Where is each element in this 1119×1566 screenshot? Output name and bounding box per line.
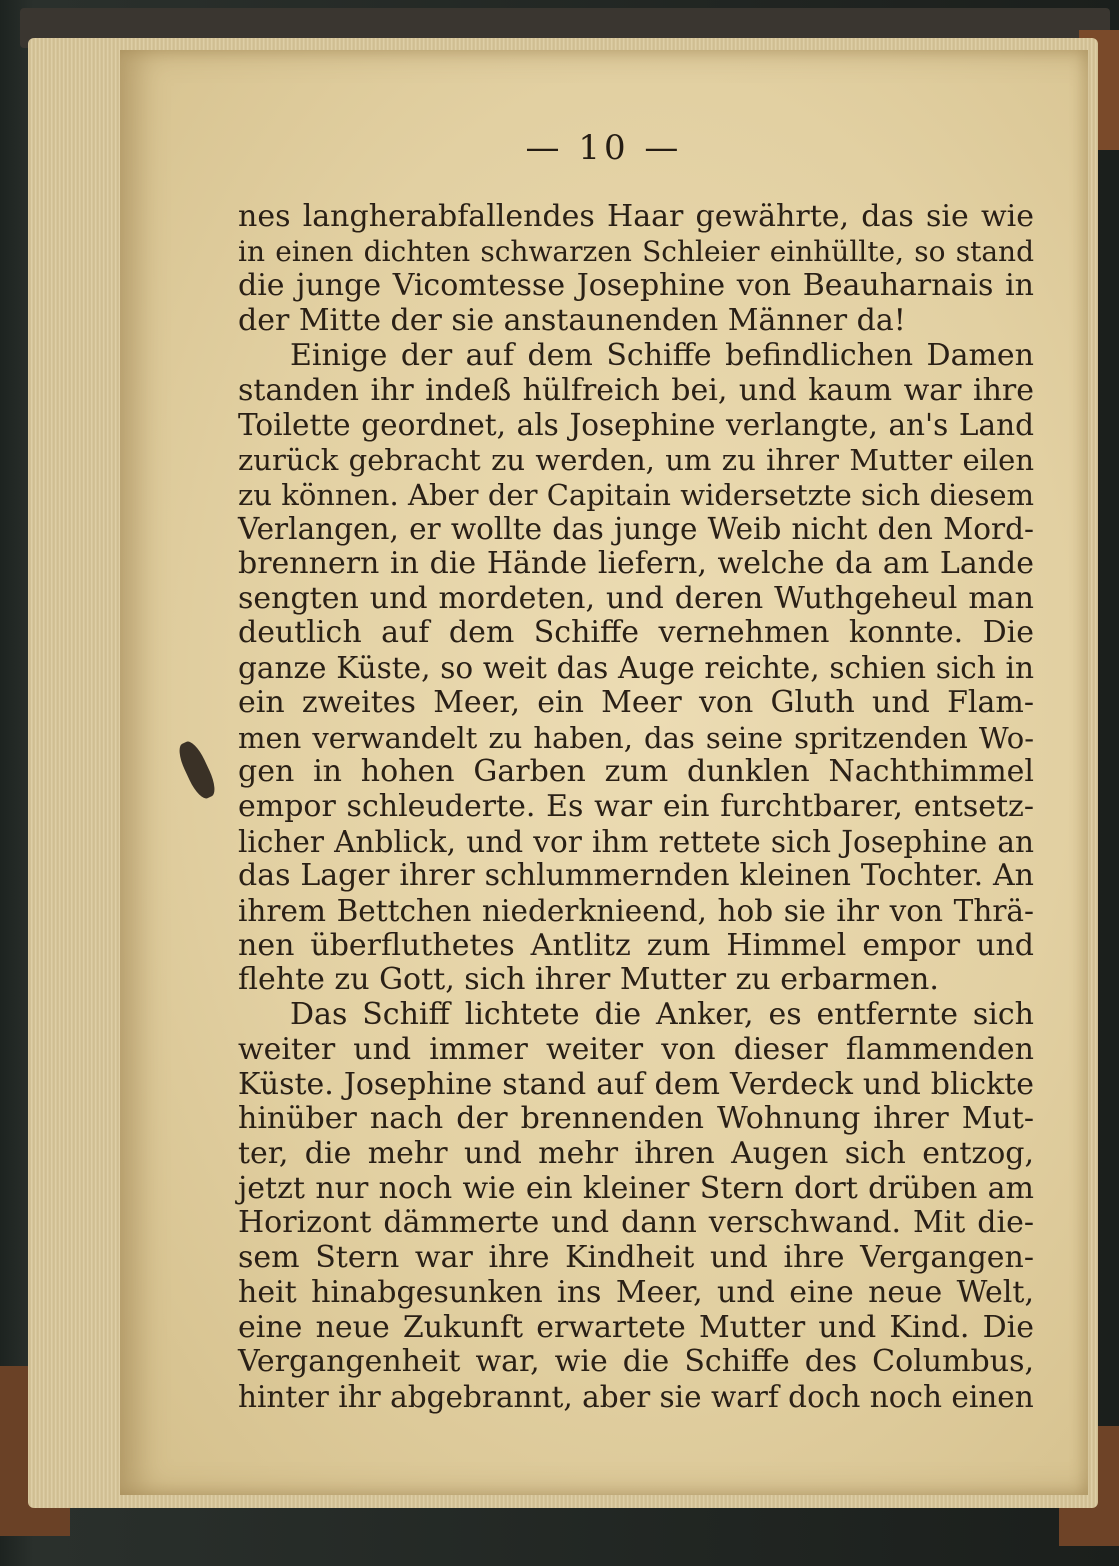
text-line: zu können. Aber der Capitain widersetzte sich diesem (238, 477, 1034, 512)
text-line: ein zweites Meer, ein Meer von Gluth und Flam- (238, 684, 1034, 720)
text-line: Verlangen, er wollte das junge Weib nicht den Mord- (238, 512, 1034, 547)
text-line: gen in hohen Garben zum dunklen Nachthimmel (238, 754, 1034, 790)
text-line: Einige der auf dem Schiffe befindlichen Damen (290, 337, 1034, 373)
text-line: jetzt nur noch wie ein kleiner Stern dort drüben am (238, 1170, 1034, 1206)
text-line: deutlich auf dem Schiffe vernehmen konnte. Die (238, 615, 1034, 651)
text-line: Küste. Josephine stand auf dem Verdeck und blickte (238, 1066, 1034, 1102)
text-line: zurück gebracht zu werden, um zu ihrer Mutter eilen (238, 442, 1034, 477)
text-line: heit hinabgesunken ins Meer, und eine neue Welt, (238, 1274, 1034, 1310)
page-number: — 10 — (525, 128, 683, 168)
text-line: eine neue Zukunft erwartete Mutter und Kind. Die (238, 1309, 1034, 1345)
text-line: ter, die mehr und mehr ihren Augen sich entzog, (238, 1135, 1034, 1171)
gutter-stain (174, 738, 219, 802)
body-text (238, 200, 1034, 1415)
text-line: sengten und mordeten, und deren Wuthgeheul man (238, 580, 1034, 616)
text-line: Das Schiff lichtete die Anker, es entfernte sich (290, 997, 1034, 1033)
text-line: flehte zu Gott, sich ihrer Mutter zu erbarmen. (238, 962, 939, 998)
text-line: nes langherabfallendes Haar gewährte, das sie wie (238, 199, 1034, 234)
text-line: licher Anblick, und vor ihm rettete sich Josephine an (238, 824, 1034, 859)
text-line: men verwandelt zu haben, das seine spritzenden Wo- (238, 720, 1034, 755)
text-line: in einen dichten schwarzen Schleier einhüllte, so stand (238, 234, 1034, 268)
text-line: Vergangenheit war, wie die Schiffe des Columbus, (238, 1344, 1034, 1380)
text-line: sem Stern war ihre Kindheit und ihre Vergangen- (238, 1240, 1034, 1276)
text-line: das Lager ihrer schlummernden kleinen Tochter. An (238, 858, 1034, 894)
book-page (120, 50, 1088, 1495)
text-line: empor schleuderte. Es war ein furchtbarer, entsetz- (238, 788, 1034, 824)
text-line: ganze Küste, so weit das Auge reichte, schien sich in (238, 651, 1034, 686)
text-line: nen überfluthetes Antlitz zum Himmel empor und (238, 927, 1034, 963)
text-line: brennern in die Hände liefern, welche da am Lande (238, 546, 1034, 582)
text-line: Toilette geordnet, als Josephine verlangte, an's Land (238, 408, 1034, 443)
text-line: hinüber nach der brennenden Wohnung ihrer Mut- (238, 1101, 1034, 1137)
text-line: Horizont dämmerte und dann verschwand. Mit die- (238, 1205, 1034, 1241)
text-line: weiter und immer weiter von dieser flammenden (238, 1031, 1034, 1067)
text-line: die junge Vicomtesse Josephine von Beauharnais in (238, 268, 1034, 304)
text-line: der Mitte der sie anstaunenden Männer da! (238, 303, 906, 339)
text-line: standen ihr indeß hülfreich bei, und kaum war ihre (238, 372, 1034, 408)
text-line: ihrem Bettchen niederknieend, hob sie ihr von Thrä- (238, 894, 1034, 929)
text-line: hinter ihr abgebrannt, aber sie warf doch noch einen (238, 1379, 1034, 1414)
